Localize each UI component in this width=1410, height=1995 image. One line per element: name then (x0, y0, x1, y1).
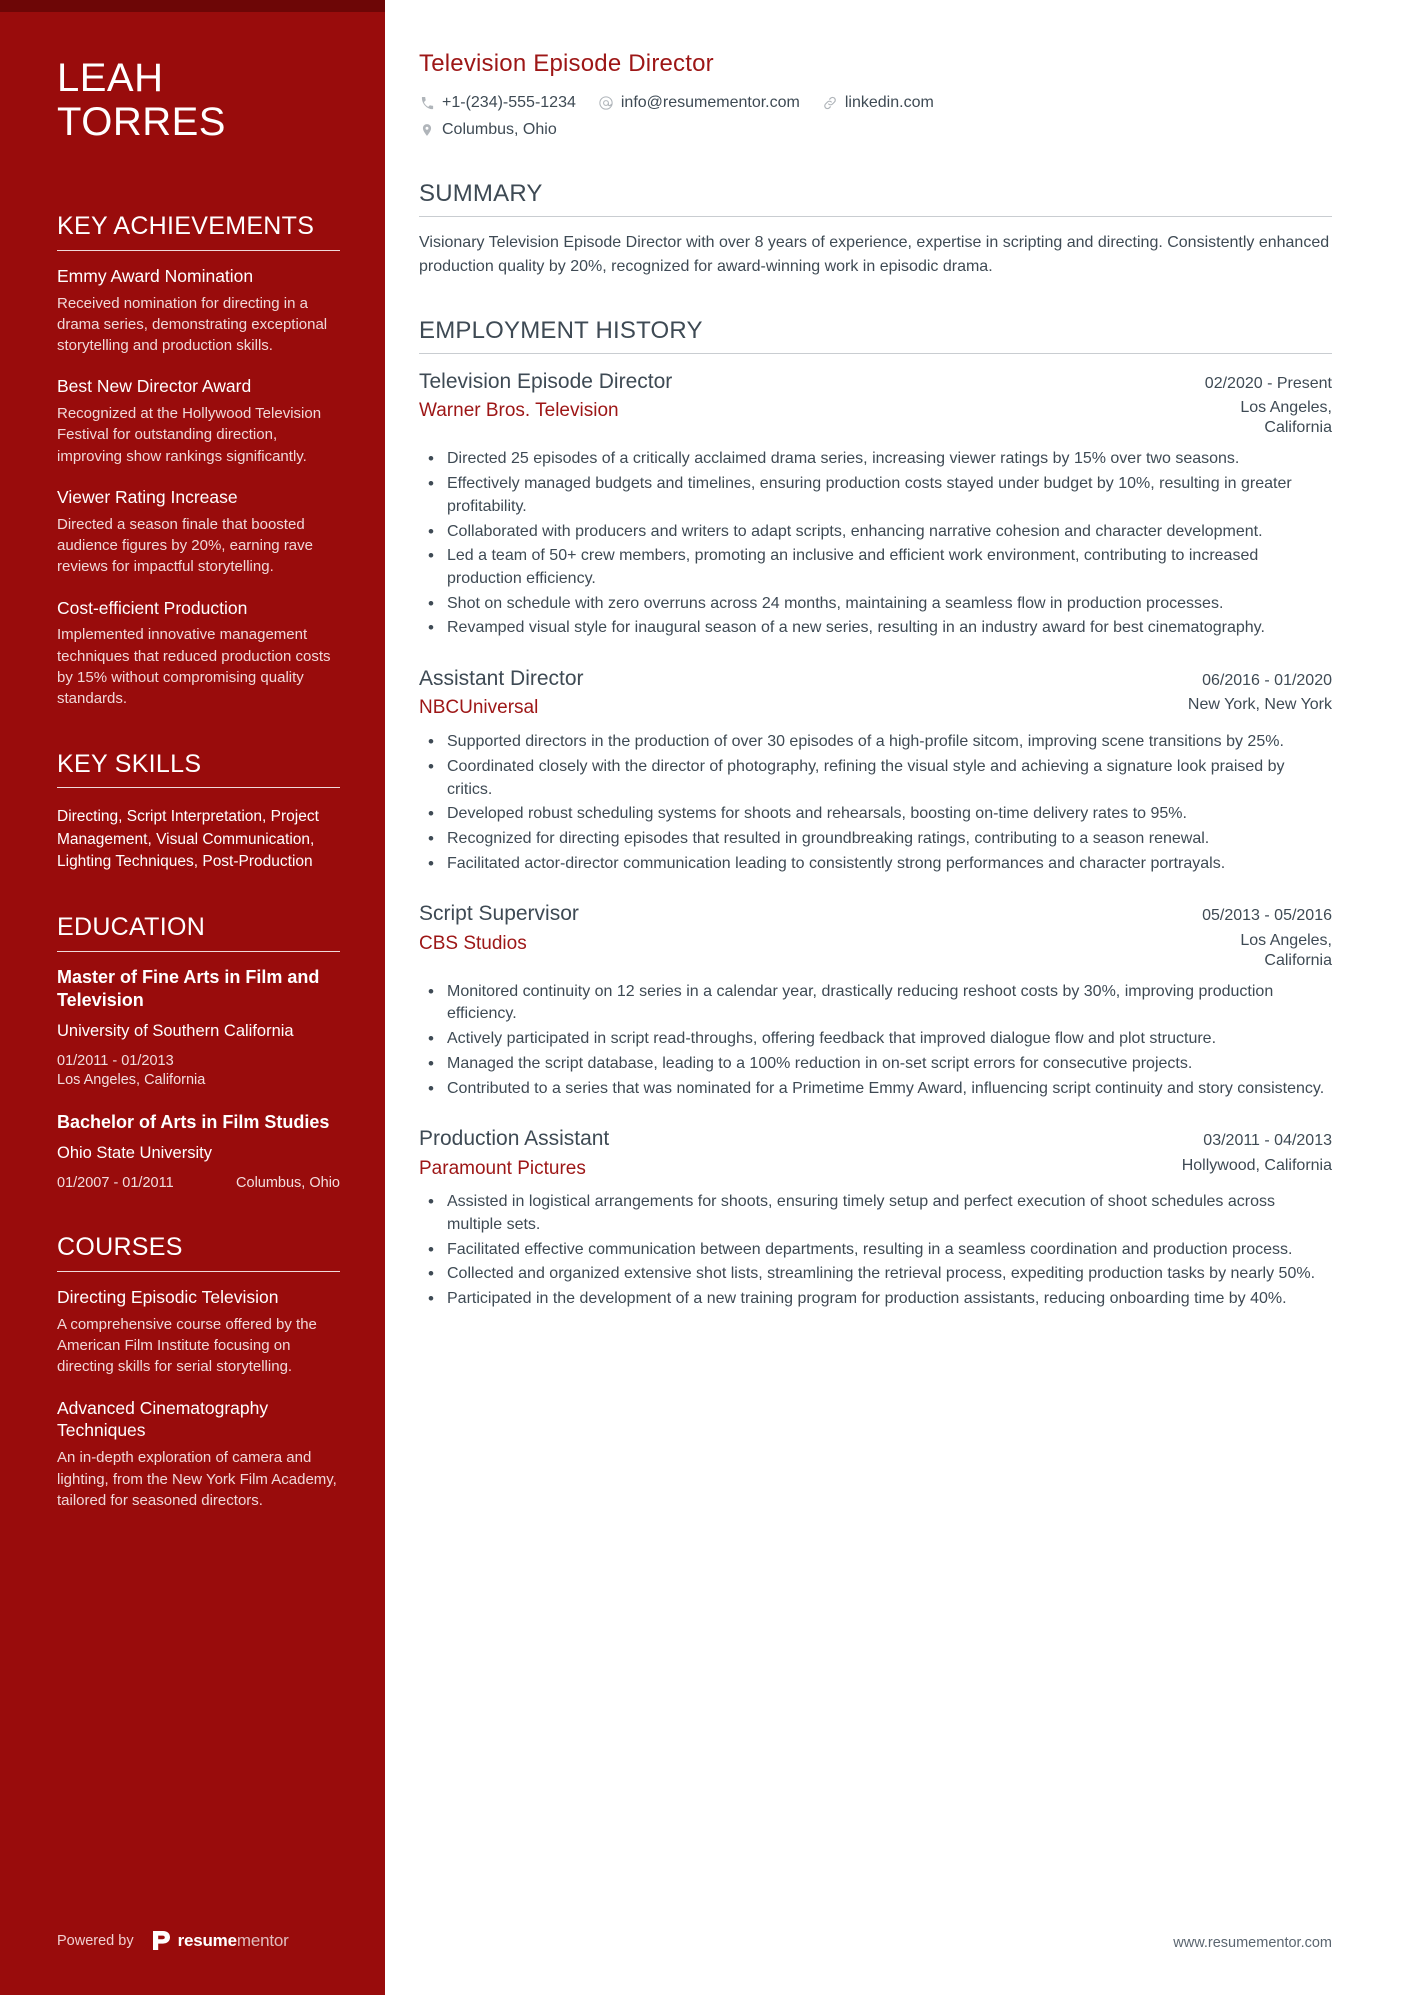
job-bullet: • Shot on schedule with zero overruns across 24 months, maintaining a seamless flow in production processes. (419, 593, 1332, 616)
divider (57, 1271, 340, 1272)
footer-website-url: www.resumementor.com (1173, 1935, 1332, 1951)
section-title-skills: KEY SKILLS (57, 749, 202, 778)
main-content (385, 0, 1410, 1995)
achievement-description: Received nomination for directing in a drama series, demonstrating exceptional storytelling and production skills. (57, 294, 328, 355)
job-subheader (419, 1156, 1332, 1182)
job-company: Paramount Pictures (419, 1157, 586, 1179)
section-title-summary: SUMMARY (419, 180, 543, 207)
job-header (419, 665, 1332, 693)
section-courses (57, 1233, 340, 1511)
job-bullet-list (419, 1191, 1332, 1311)
course-title: Advanced Cinematography Techniques (57, 1397, 269, 1441)
divider (419, 353, 1332, 354)
achievement-title: Cost-efficient Production (57, 597, 248, 618)
course-description: An in-depth exploration of camera and lighting, from the New York Film Academy, tailored for seasoned directors. (57, 1449, 337, 1509)
section-education (57, 913, 340, 1193)
education-dates: 01/2007 - 01/2011 (57, 1174, 174, 1191)
divider (419, 216, 1332, 217)
resumementor-mark-icon (152, 1930, 171, 1951)
job-bullet: • Contributed to a series that was nominated for a Primetime Emmy Award, influencing script continuity and story consistency. (419, 1078, 1332, 1101)
achievement-description: Recognized at the Hollywood Television Festival for outstanding direction, improving show rankings significantly. (57, 405, 322, 465)
achievement-item (57, 375, 340, 467)
achievement-item (57, 597, 340, 710)
contact-row-1 (419, 91, 1332, 115)
resumementor-logo (152, 1930, 289, 1951)
achievement-item (57, 265, 340, 357)
section-summary (419, 180, 1332, 279)
section-title-courses: COURSES (57, 1233, 183, 1262)
job-dates: 03/2011 - 04/2013 (1203, 1132, 1332, 1150)
job-header (419, 1125, 1332, 1153)
job-company: NBCUniversal (419, 697, 539, 719)
job-position: Production Assistant (419, 1127, 610, 1151)
location-pin-icon (419, 122, 435, 138)
job-bullet: • Facilitated actor-director communication leading to consistently strong performances and character portrayals. (419, 853, 1332, 876)
headline-job-title: Television Episode Director (419, 50, 714, 77)
job-subheader (419, 398, 1332, 438)
education-location: Columbus, Ohio (236, 1174, 340, 1191)
sidebar (0, 0, 385, 1995)
divider (57, 250, 340, 251)
job-location: Hollywood, California (1181, 1156, 1332, 1174)
contact-link (822, 91, 934, 115)
contact-location (419, 118, 557, 142)
link-icon (822, 95, 838, 111)
job-company: CBS Studios (419, 932, 527, 954)
job-header (419, 900, 1332, 928)
section-title-education: EDUCATION (57, 912, 206, 941)
contact-row-2 (419, 118, 1332, 142)
sidebar-top-accent-bar (0, 0, 385, 12)
job-bullet: • Supported directors in the production of over 30 episodes of a high-profile sitcom, improving scene transitions by 25%. (419, 731, 1332, 754)
job-bullet: • Participated in the development of a new training program for production assistants, reducing onboarding time by 40%. (419, 1288, 1332, 1311)
job-dates: 05/2013 - 05/2016 (1202, 907, 1332, 925)
job-bullet-list (419, 981, 1332, 1101)
achievement-title: Emmy Award Nomination (57, 265, 254, 286)
job-bullet: • Monitored continuity on 12 series in a calendar year, drastically reducing reshoot costs by 30%, improving production efficiency. (419, 981, 1332, 1026)
section-title-achievements: KEY ACHIEVEMENTS (57, 212, 315, 240)
job-bullet: • Effectively managed budgets and timelines, ensuring production costs stayed under budget by 10%, resulting in greater profitability. (419, 473, 1332, 518)
job-bullet: • Collected and organized extensive shot lists, streamlining the retrieval process, expediting production tasks by nearly 50%. (419, 1263, 1332, 1286)
course-item (57, 1286, 340, 1378)
job-entry (419, 1125, 1332, 1311)
job-entry (419, 665, 1332, 875)
education-school: University of Southern California (57, 1022, 294, 1041)
job-bullet: • Facilitated effective communication between departments, resulting in a seamless coordination and production process. (419, 1239, 1332, 1262)
job-position: Assistant Director (419, 667, 584, 691)
logo-bold-part: resume (177, 1930, 237, 1950)
job-bullet: • Managed the script database, leading to a 100% reduction in on-set script errors for consecutive projects. (419, 1053, 1332, 1076)
course-description: A comprehensive course offered by the American Film Institute focusing on directing skills for serial storytelling. (57, 1315, 317, 1376)
education-dates: 01/2011 - 01/2013 (57, 1052, 174, 1069)
achievement-item (57, 486, 340, 578)
location-value: Columbus, Ohio (442, 121, 557, 138)
skills-list: Directing, Script Interpretation, Project Management, Visual Communication, Lighting Techniques, Post-Production (57, 808, 319, 870)
job-company: Warner Bros. Television (419, 400, 619, 422)
education-meta (57, 1174, 340, 1194)
divider (57, 951, 340, 952)
job-bullet-list (419, 731, 1332, 875)
job-subheader (419, 931, 1332, 971)
job-position: Television Episode Director (419, 370, 673, 393)
resumementor-wordmark (178, 1931, 289, 1951)
sidebar-footer (57, 1930, 289, 1951)
job-bullet: • Coordinated closely with the director of photography, refining the visual style and achieving a signature look praised by critics. (419, 756, 1332, 801)
summary-text: Visionary Television Episode Director with over 8 years of experience, expertise in scripting and directing. Consistently enhanced production quality by 20%, recognized for award-winning work in episodic drama. (419, 234, 1330, 275)
course-item (57, 1397, 340, 1511)
job-bullet: • Assisted in logistical arrangements for shoots, ensuring timely setup and perfect execution of shoot schedules across multiple sets. (419, 1191, 1332, 1236)
powered-by-label: Powered by (57, 1932, 134, 1949)
job-bullet: • Led a team of 50+ crew members, promoting an inclusive and efficient work environment, contributing to increased production efficiency. (419, 545, 1332, 590)
achievement-description: Directed a season finale that boosted audience figures by 20%, earning rave reviews for impactful storytelling. (57, 515, 313, 576)
phone-icon (419, 95, 435, 111)
job-location: Los Angeles, California (1240, 399, 1332, 437)
link-value: linkedin.com (844, 94, 934, 111)
at-sign-icon (598, 95, 614, 111)
job-bullet: • Revamped visual style for inaugural season of a new series, resulting in an industry award for best cinematography. (419, 617, 1332, 640)
education-school: Ohio State University (57, 1144, 212, 1163)
section-key-skills (57, 750, 340, 873)
contact-email (598, 91, 800, 115)
education-item (57, 1111, 340, 1193)
divider (57, 787, 340, 788)
job-location: New York, New York (1187, 696, 1332, 714)
achievement-description: Implemented innovative management techniques that reduced production costs by 15% without compromising quality standards. (57, 626, 331, 708)
job-dates: 06/2016 - 01/2020 (1202, 672, 1332, 690)
course-title: Directing Episodic Television (57, 1287, 279, 1308)
job-location: Los Angeles, California (1240, 931, 1332, 969)
achievement-title: Viewer Rating Increase (57, 487, 238, 508)
education-degree: Master of Fine Arts in Film and Television (57, 966, 320, 1010)
education-item (57, 966, 340, 1091)
contact-phone (419, 91, 576, 115)
candidate-name: LEAH TORRES (57, 56, 226, 144)
job-bullet-list (419, 448, 1332, 640)
email-value: info@resumementor.com (620, 94, 800, 111)
job-entry (419, 368, 1332, 640)
job-position: Script Supervisor (419, 902, 579, 926)
logo-light-part: mentor (236, 1930, 289, 1950)
phone-value: +1-(234)-555-1234 (442, 94, 576, 111)
job-header (419, 368, 1332, 396)
section-key-achievements (57, 212, 340, 710)
job-bullet: • Recognized for directing episodes that resulted in groundbreaking ratings, contributing to a season renewal. (419, 828, 1332, 851)
job-subheader (419, 695, 1332, 721)
education-degree: Bachelor of Arts in Film Studies (57, 1111, 330, 1132)
job-bullet: • Actively participated in script read-throughs, offering feedback that improved dialogue flow and plot structure. (419, 1028, 1332, 1051)
section-title-employment: EMPLOYMENT HISTORY (419, 317, 703, 344)
job-dates: 02/2020 - Present (1204, 375, 1332, 392)
job-entry (419, 900, 1332, 1100)
education-meta (57, 1052, 340, 1091)
achievement-title: Best New Director Award (57, 376, 252, 397)
section-employment-history (419, 317, 1332, 1311)
job-bullet: • Developed robust scheduling systems for shoots and rehearsals, boosting on-time delivery rates to 95%. (419, 803, 1332, 826)
education-location: Los Angeles, California (57, 1072, 206, 1089)
job-bullet: • Collaborated with producers and writers to adapt scripts, enhancing narrative cohesion and character development. (419, 521, 1332, 544)
job-bullet: • Directed 25 episodes of a critically acclaimed drama series, increasing viewer ratings by 15% over two seasons. (419, 448, 1332, 471)
